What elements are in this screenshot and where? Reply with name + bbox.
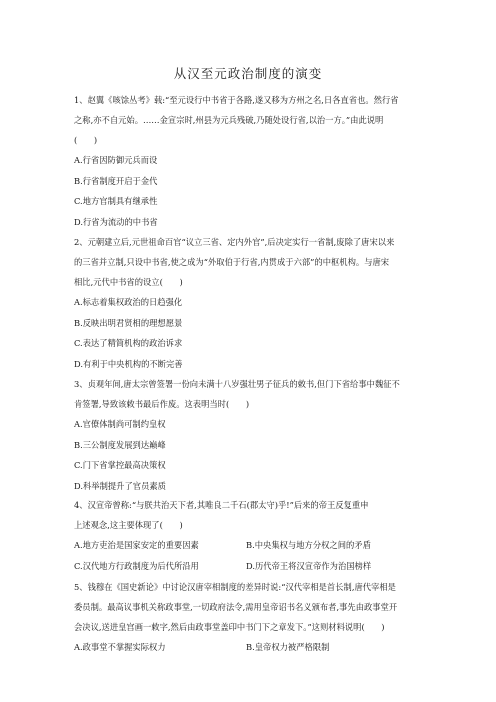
option-a: A.官僚体制尚可制约皇权 (74, 419, 166, 429)
question-stem-line: 上述观念,这主要体现了( ) (74, 520, 183, 530)
question-2 (74, 232, 434, 374)
question-stem-line: 2、元朝建立后,元世祖命百官“议立三省、定内外官”,后决定实行一省制,废除了唐宋以来 (74, 237, 395, 247)
document-title: 从汉至元政治制度的演变 (173, 66, 323, 81)
option-d: D.历代帝王将汉宣帝作为治国榜样 (246, 560, 372, 571)
option-c: C.门下省掌控最高决策权 (74, 460, 166, 470)
option-b: B.反映出明君贤相的理想愿景 (74, 317, 183, 328)
question-stem-line: 委员制。最高议事机关称政事堂,一切政府法令,需用皇帝诏书名义颁布者,事先由政事堂开 (74, 602, 398, 612)
question-3 (74, 374, 434, 496)
option-row (74, 556, 434, 577)
question-stem-line: 1、赵翼《咳馀丛考》载:“至元设行中书省于各路,遂又移为方州之名,日各直省也。然行省 (74, 95, 399, 105)
option-c: C.表达了精简机构的政治诉求 (74, 338, 183, 348)
question-5 (74, 577, 434, 658)
option-b: B.三公制度发展到达巅峰 (74, 439, 166, 450)
question-4 (74, 495, 434, 576)
option-b: B.皇帝权力被严格限制 (246, 642, 330, 652)
option-d: D.有利于中央机构的不断完善 (74, 358, 183, 369)
option-a: A.政事堂不掌握实际权力 (74, 642, 166, 652)
question-stem-line: 会决议,送进皇宫画一敕字,然后由政事堂盖印中书门下之章发下。”这则材料说明( ) (74, 622, 385, 632)
option-a: A.行省因防御元兵而设 (74, 155, 158, 165)
question-stem-line: 4、汉宣帝曾称:“与朕共治天下者,其唯良二千石(郡太守)乎!”后来的帝王反复重申 (74, 500, 369, 510)
question-stem-line: 之称,亦不自元始。……金宣宗时,州县为元兵残破,乃随处设行省,以治一方。”由此说明 (74, 115, 384, 125)
question-stem-line: 5、钱穆在《国史新论》中讨论汉唐宰相制度的差异时说:“汉代宰相是首长制,唐代宰相是 (74, 582, 396, 592)
option-a: A.标志着集权政治的日趋强化 (74, 297, 183, 307)
option-c: C.地方官制具有继承性 (74, 196, 158, 206)
option-d: D.行省为流动的中书省 (74, 216, 158, 227)
question-stem-line: 相比,元代中书省的设立( ) (74, 277, 183, 287)
option-d: D.科举制提升了官员素质 (74, 480, 166, 491)
option-a: A.地方吏治是国家安定的重要因素 (74, 540, 199, 550)
option-b: B.行省制度开启于金代 (74, 175, 158, 186)
question-stem-line: 肯签署,导致该敕书最后作废。这表明当时( ) (74, 399, 250, 409)
question-stem-line: ( ) (74, 135, 98, 145)
question-stem-line: 3、贞观年间,唐太宗曾签署一份向未满十八岁强壮男子征兵的敕书,但门下省给事中魏征不 (74, 379, 400, 389)
option-b: B.中央集权与地方分权之间的矛盾 (246, 540, 371, 550)
option-row (74, 637, 434, 658)
option-c: C.汉代地方行政制度为后代所沿用 (74, 560, 199, 571)
option-row (74, 535, 434, 556)
question-stem-line: 的三省并立制,只设中书省,使之成为“外取伯于行省,内贯成于六部”的中枢机构。与唐宋 (74, 257, 390, 267)
question-1 (74, 90, 434, 232)
